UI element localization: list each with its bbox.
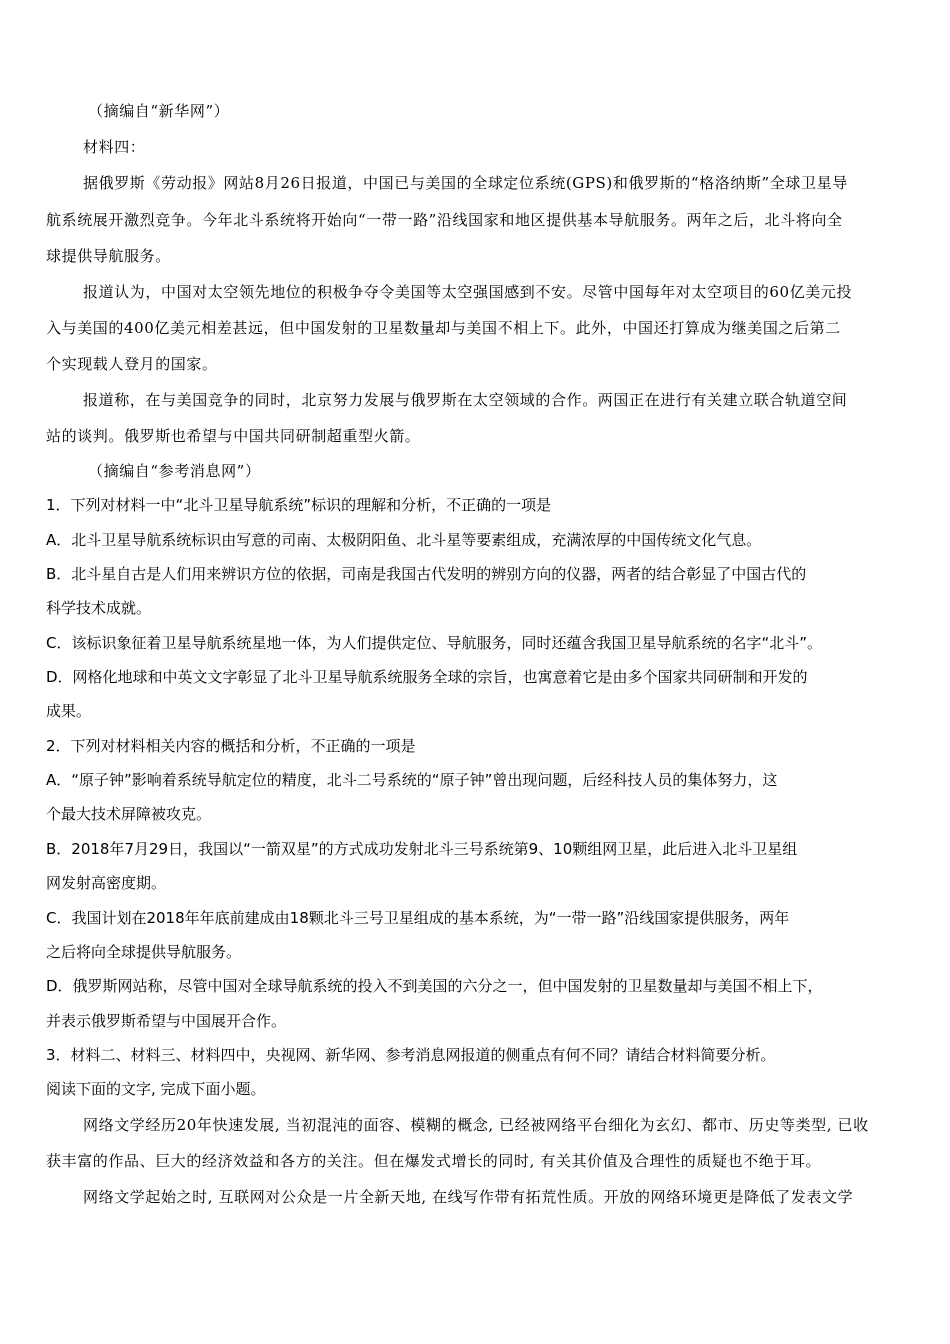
reading-instruction: 阅读下面的文字, 完成下面小题。 [46, 1080, 266, 1098]
q1-option-a: A．北斗卫星导航系统标识由写意的司南、太极阴阳鱼、北斗星等要素组成，充满浓厚的中国传统文化气息。 [46, 531, 762, 549]
q2-option-b-cont: 网发射高密度期。 [46, 874, 167, 892]
source-note-xinhua: （摘编自“新华网”） [88, 102, 230, 120]
q1-option-d-cont: 成果。 [46, 702, 92, 720]
paragraph-line: 个实现载人登月的国家。 [46, 355, 218, 373]
question-2: 2．下列对材料相关内容的概括和分析，不正确的一项是 [46, 737, 416, 755]
q2-option-c-cont: 之后将向全球提供导航服务。 [46, 943, 242, 961]
q2-option-d-cont: 并表示俄罗斯希望与中国展开合作。 [46, 1012, 287, 1030]
paragraph-line: 入与美国的400亿美元相差甚远，但中国发射的卫星数量却与美国不相上下。此外，中国还打算成为继美国之后第二 [46, 319, 841, 337]
paragraph-line: 站的谈判。俄罗斯也希望与中国共同研制超重型火箭。 [46, 427, 421, 445]
passage-line: 获丰富的作品、巨大的经济效益和各方的关注。但在爆发式增长的同时, 有关其价值及合理性的质疑也不绝于耳。 [46, 1152, 822, 1170]
q2-option-d: D．俄罗斯网站称，尽管中国对全球导航系统的投入不到美国的六分之一，但中国发射的卫星数量却与美国不相上下， [46, 977, 823, 995]
q1-option-c: C．该标识象征着卫星导航系统星地一体，为人们提供定位、导航服务，同时还蕴含我国卫星导航系统的名字“北斗”。 [46, 634, 823, 652]
source-note-cankao: （摘编自“参考消息网”） [88, 462, 261, 480]
q2-option-b: B．2018年7月29日，我国以“一箭双星”的方式成功发射北斗三号系统第9、10颗组网卫星，此后进入北斗卫星组 [46, 840, 798, 858]
paragraph-line: 报道称，在与美国竞争的同时，北京努力发展与俄罗斯在太空领域的合作。两国正在进行有关建立联合轨道空间 [83, 391, 848, 409]
paragraph-line: 航系统展开激烈竞争。今年北斗系统将开始向“一带一路”沿线国家和地区提供基本导航服务。两年之后，北斗将向全 [46, 211, 843, 229]
q1-option-b: B．北斗星自古是人们用来辨识方位的依据，司南是我国古代发明的辨别方向的仪器，两者的结合彰显了中国古代的 [46, 565, 807, 583]
q2-option-a: A．“原子钟”影响着系统导航定位的精度，北斗二号系统的“原子钟”曾出现问题，后经科技人员的集体努力，这 [46, 771, 778, 789]
q1-option-b-cont: 科学技术成就。 [46, 599, 152, 617]
q2-option-c: C．我国计划在2018年年底前建成由18颗北斗三号卫星组成的基本系统，为“一带一路”沿线国家提供服务，两年 [46, 909, 790, 927]
question-3: 3．材料二、材料三、材料四中，央视网、新华网、参考消息网报道的侧重点有何不同？请结合材料简要分析。 [46, 1046, 776, 1064]
paragraph-line: 据俄罗斯《劳动报》网站8月26日报道，中国已与美国的全球定位系统(GPS)和俄罗斯的“格洛纳斯”全球卫星导 [83, 174, 848, 192]
material-four-heading: 材料四： [83, 138, 146, 156]
passage-line: 网络文学经历20年快速发展, 当初混沌的面容、模糊的概念, 已经被网络平台细化为玄幻、都市、历史等类型, 已收 [83, 1116, 869, 1134]
paragraph-line: 球提供导航服务。 [46, 247, 171, 265]
passage-line: 网络文学起始之时, 互联网对公众是一片全新天地, 在线写作带有拓荒性质。开放的网络环境更是降低了发表文学 [83, 1188, 854, 1206]
question-1: 1．下列对材料一中“北斗卫星导航系统”标识的理解和分析，不正确的一项是 [46, 496, 552, 514]
q2-option-a-cont: 个最大技术屏障被攻克。 [46, 805, 212, 823]
paragraph-line: 报道认为，中国对太空领先地位的积极争夺令美国等太空强国感到不安。尽管中国每年对太空项目的60亿美元投 [83, 283, 853, 301]
q1-option-d: D．网格化地球和中英文文字彰显了北斗卫星导航系统服务全球的宗旨，也寓意着它是由多个国家共同研制和开发的 [46, 668, 808, 686]
